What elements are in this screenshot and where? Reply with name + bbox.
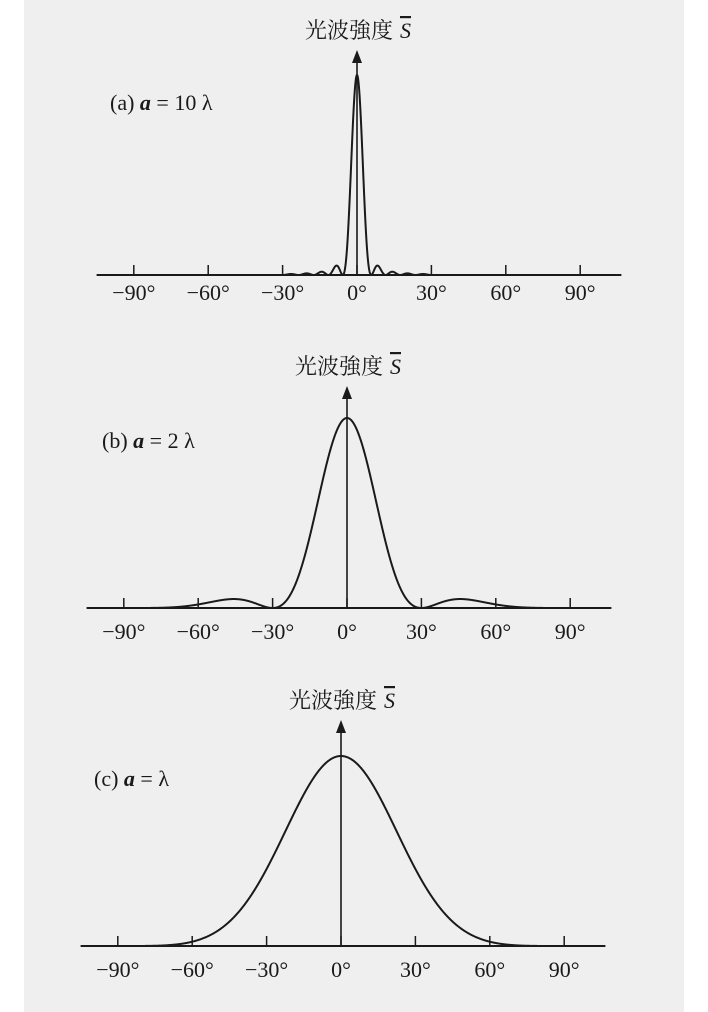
data-point-c-2: [266, 852, 268, 854]
data-point-a-20: [431, 274, 433, 276]
data-point-c-6: [563, 945, 565, 947]
x-tick-label-a-2: −30°: [260, 280, 305, 305]
chart-a-svg: [0, 0, 708, 330]
data-point-b-10: [421, 607, 423, 609]
x-tick-label-c-6: 90°: [548, 957, 580, 982]
data-point-a-18: [406, 271, 408, 273]
chart-panel-c: [0, 678, 708, 1008]
data-point-b-5: [297, 550, 299, 552]
data-point-a-3: [319, 270, 321, 272]
data-point-b-0: [123, 607, 125, 609]
data-point-b-11: [465, 599, 467, 601]
data-point-b-7: [346, 417, 348, 419]
data-point-c-0: [117, 945, 119, 947]
x-tick-label-c-4: 30°: [399, 957, 431, 982]
x-tick-label-b-3: 0°: [337, 619, 357, 644]
data-point-a-9: [353, 94, 355, 96]
y-axis-arrow-a: [352, 50, 362, 63]
x-tick-label-a-5: 60°: [490, 280, 522, 305]
y-axis-label-b: 光波強度 S: [295, 354, 401, 380]
data-point-a-6: [342, 274, 344, 276]
x-tick-label-b-6: 90°: [554, 619, 586, 644]
data-point-b-14: [569, 607, 571, 609]
chart-panel-a: [0, 0, 708, 330]
data-point-a-5: [335, 265, 337, 267]
x-tick-label-a-1: −60°: [186, 280, 230, 305]
data-point-a-16: [385, 274, 387, 276]
data-point-a-19: [418, 272, 420, 274]
x-tick-label-a-4: 30°: [415, 280, 447, 305]
x-tick-label-b-4: 30°: [405, 619, 437, 644]
data-point-b-9: [396, 550, 398, 552]
x-tick-label-b-2: −30°: [250, 619, 295, 644]
data-point-b-13: [532, 602, 534, 604]
data-point-c-1: [191, 928, 193, 930]
data-point-a-13: [367, 234, 369, 236]
chart-c-svg: [0, 678, 708, 1008]
x-tick-label-c-5: 60°: [474, 957, 506, 982]
data-point-a-15: [378, 265, 380, 267]
chart-b-svg: [0, 342, 708, 672]
data-point-b-1: [160, 602, 162, 604]
data-point-a-0: [282, 274, 284, 276]
data-point-b-12: [495, 607, 497, 609]
data-point-a-7: [346, 234, 348, 236]
data-point-a-2: [307, 271, 309, 273]
data-point-b-4: [272, 607, 274, 609]
y-axis-label-a: 光波強度 S: [305, 18, 411, 44]
x-tick-label-a-0: −90°: [112, 280, 156, 305]
panel-label-a: (a) a = 10 λ: [110, 90, 213, 115]
y-axis-arrow-c: [336, 720, 346, 733]
data-point-b-3: [227, 599, 229, 601]
x-tick-label-b-5: 60°: [480, 619, 512, 644]
data-point-a-1: [294, 272, 296, 274]
x-tick-label-b-0: −90°: [102, 619, 146, 644]
data-point-c-3: [340, 755, 342, 757]
x-tick-label-c-3: 0°: [331, 957, 351, 982]
chart-panel-b: [0, 342, 708, 672]
data-point-a-14: [370, 274, 372, 276]
x-tick-label-a-3: 0°: [347, 280, 367, 305]
data-point-a-10: [356, 74, 358, 76]
panel-label-b: (b) a = 2 λ: [102, 428, 195, 453]
data-point-c-5: [489, 928, 491, 930]
data-point-a-17: [393, 270, 395, 272]
y-axis-label-c: 光波強度 S: [289, 688, 395, 714]
data-point-a-11: [360, 94, 362, 96]
panel-label-c: (c) a = λ: [94, 766, 169, 791]
y-axis-arrow-b: [342, 386, 352, 399]
data-point-a-8: [349, 160, 351, 162]
x-tick-label-c-1: −60°: [170, 957, 214, 982]
data-point-b-6: [321, 459, 323, 461]
data-point-b-2: [197, 607, 199, 609]
data-point-a-12: [363, 160, 365, 162]
data-point-c-4: [415, 852, 417, 854]
data-point-a-4: [328, 274, 330, 276]
x-tick-label-a-6: 90°: [564, 280, 596, 305]
x-tick-label-c-2: −30°: [244, 957, 289, 982]
x-tick-label-b-1: −60°: [176, 619, 220, 644]
x-tick-label-c-0: −90°: [96, 957, 140, 982]
data-point-b-8: [371, 459, 373, 461]
